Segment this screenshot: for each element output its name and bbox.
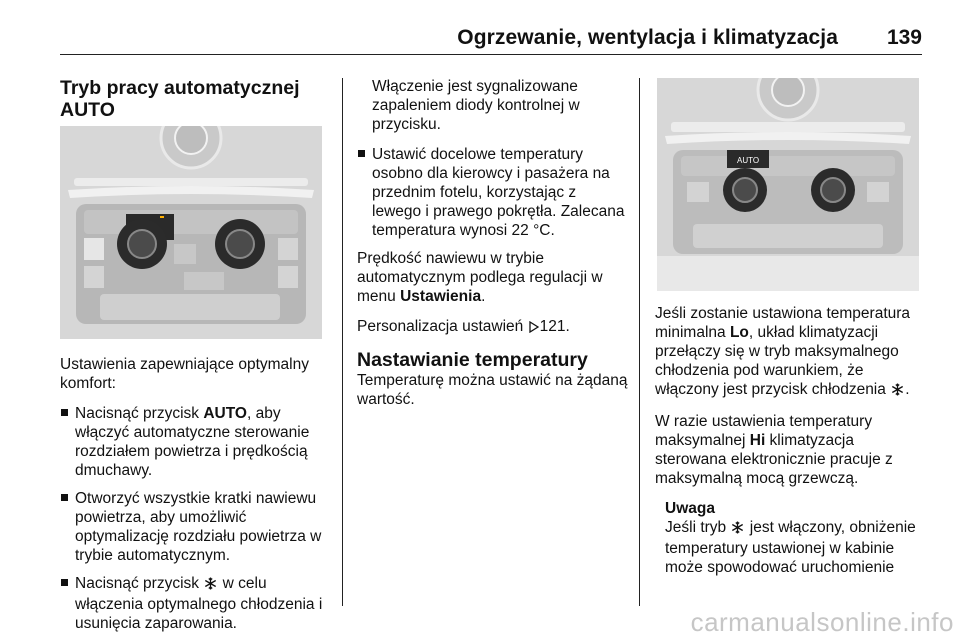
bullet-square bbox=[61, 409, 68, 416]
list-item bbox=[357, 145, 629, 240]
page-reference[interactable]: 121 bbox=[539, 318, 566, 335]
paragraph-text: Personalizacja ustawień bbox=[357, 318, 528, 335]
paragraph-temperature: Temperaturę można ustawić na żądaną wartość. bbox=[357, 372, 628, 408]
settings-keyword: Ustawienia bbox=[400, 288, 482, 305]
paragraph-text: , układ klimatyzacji przełączy się w tryb maksymalnego chłodzenia pod warunkiem, że włączony jest przycisk chłodzenia bbox=[655, 324, 899, 398]
intro-paragraph: Ustawienia zapewniające optymalny komfort: bbox=[60, 356, 309, 392]
paragraph-text: . bbox=[905, 381, 910, 398]
bullet-text: Nacisnąć przycisk bbox=[75, 575, 204, 592]
continuation-paragraph: Włączenie jest sygnalizowane zapaleniem diody kontrolnej w przycisku. bbox=[372, 78, 580, 133]
bullet-text: w celu włączenia optymalnego chłodzenia i usunięcia zaparowania. bbox=[75, 575, 323, 632]
page-number: 139 bbox=[886, 26, 922, 49]
auto-button-label-2: AUTO bbox=[737, 156, 760, 165]
section-heading-temperature: Nastawianie temperatury bbox=[357, 349, 588, 371]
arrow-right-icon bbox=[529, 319, 539, 338]
bullet-text: , aby włączyć automatyczne sterowanie rozdziałem powietrza i prędkością dmuchawy. bbox=[75, 405, 310, 479]
paragraph-text: Jeśli zostanie ustawiona temperatura minimalna bbox=[655, 305, 911, 341]
list-item bbox=[60, 574, 332, 633]
column-1-body bbox=[60, 355, 332, 642]
bullet-text: Nacisnąć przycisk bbox=[75, 405, 204, 422]
lo-keyword: Lo bbox=[729, 324, 749, 341]
bullet-text: Otworzyć wszystkie kratki nawiewu powietrza, aby umożliwić optymalizację rozdziału powietrza w trybie automatycznym. bbox=[75, 490, 322, 564]
paragraph-text: . bbox=[565, 318, 570, 335]
column-3 bbox=[655, 304, 925, 577]
snowflake-icon bbox=[204, 576, 217, 595]
list-item bbox=[60, 489, 332, 565]
paragraph-text: . bbox=[481, 288, 486, 305]
paragraph-hi bbox=[655, 412, 925, 488]
bullet-square bbox=[61, 494, 68, 501]
paragraph-text: klimatyzacja sterowana elektronicznie pracuje z maksymalną mocą grzewczą. bbox=[655, 432, 893, 487]
bullet-square bbox=[61, 579, 68, 586]
page-header bbox=[60, 14, 922, 55]
watermark: carmanualsonline.info bbox=[690, 607, 954, 637]
column-divider-1 bbox=[342, 78, 343, 606]
paragraph-text: W razie ustawienia temperatury maksymalnej bbox=[655, 413, 873, 449]
auto-keyword: AUTO bbox=[203, 405, 247, 422]
bullet-text: Ustawić docelowe temperatury osobno dla kierowcy i pasażera na przednim fotelu, korzystając z lewego i prawego pokrętła. Zalecana temperatura wynosi 22 °C. bbox=[372, 146, 625, 239]
snowflake-icon bbox=[891, 382, 904, 401]
hi-keyword: Hi bbox=[749, 432, 766, 449]
paragraph-text: Prędkość nawiewu w trybie automatycznym podlega regulacji w menu bbox=[357, 250, 603, 305]
column-1 bbox=[60, 77, 332, 121]
note-text-part: jest włączony, obniżenie temperatury ustawionej w kabinie może spowodować uruchomienie bbox=[665, 519, 916, 576]
note-text-part: Jeśli tryb bbox=[665, 519, 731, 536]
page-title: Ogrzewanie, wentylacja i klimatyzacja bbox=[457, 26, 838, 49]
climate-panel-figure-right bbox=[657, 78, 919, 291]
column-divider-2 bbox=[639, 78, 640, 606]
note-title: Uwaga bbox=[665, 500, 715, 517]
paragraph-personalization bbox=[357, 317, 629, 338]
paragraph-lo bbox=[655, 304, 925, 401]
bullet-square bbox=[358, 150, 365, 157]
note-box bbox=[655, 499, 925, 577]
snowflake-icon bbox=[731, 520, 744, 539]
note-text bbox=[665, 518, 925, 577]
heading-line-1: Tryb pracy automatycznej bbox=[60, 77, 300, 99]
heading-line-2: AUTO bbox=[60, 99, 115, 121]
climate-panel-figure-left bbox=[60, 126, 322, 339]
section-heading-auto bbox=[60, 77, 332, 121]
column-2 bbox=[357, 77, 629, 420]
list-item bbox=[60, 404, 332, 480]
paragraph-fan-speed bbox=[357, 249, 629, 306]
